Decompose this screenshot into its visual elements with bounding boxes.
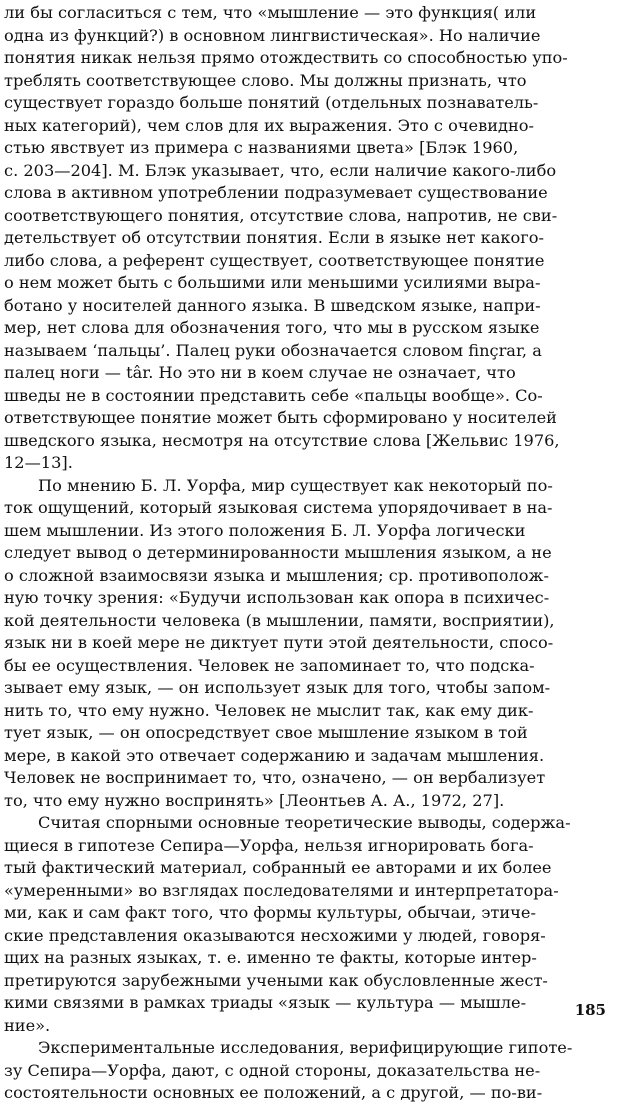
text-line: кими связями в рамках триады «язык — культура — мышле- (4, 993, 527, 1012)
paragraph-first-line: Экспериментальные исследования, верифицирующие гипоте- (38, 1038, 573, 1057)
text-line: «умеренными» во взглядах последователями и интерпретатора- (4, 880, 559, 900)
text-line: ли бы согласиться с тем, что «мышление — это функция( или (4, 3, 537, 22)
text-line: либо слова, а референт существует, соответствующее понятие (4, 250, 545, 270)
text-line: тует язык, — он опосредствует свое мышление языком в той (4, 723, 528, 742)
text-line: ми, как и сам факт того, что формы культуры, обычаи, этиче- (4, 903, 536, 922)
text-line: слова в активном употреблении подразумевает существование (4, 183, 548, 202)
text-line: существует гораздо больше понятий (отдельных познаватель- (4, 93, 539, 112)
text-line: ботано у носителей данного языка. В шведском языке, напри- (4, 295, 541, 315)
text-line: ную точку зрения: «Будучи использован как опора в психичес- (4, 588, 550, 607)
text-line: щих на разных языках, т. е. именно те факты, которые интер- (4, 948, 537, 967)
text-line: то, что ему нужно воспринять» [Леонтьев А. А., 1972, 27]. (4, 790, 505, 810)
text-line: о нем может быть с большими или меньшими усилиями выра- (4, 273, 541, 292)
text-line: Человек не воспринимает то, что, означено, — он вербализует (4, 768, 546, 787)
text-line: зу Сепира—Уорфа, дают, с одной стороны, доказательства не- (4, 1060, 541, 1080)
text-line: щиеся в гипотезе Сепира—Уорфа, нельзя игнорировать бога- (4, 835, 534, 855)
text-line: состоятельности основных ее положений, а с другой, — по-ви- (4, 1083, 543, 1102)
text-line: ние». (4, 1015, 51, 1035)
text-line: нить то, что ему нужно. Человек не мыслит так, как ему дик- (4, 700, 534, 720)
text-line: соответствующего понятия, отсутствие слова, напротив, не сви- (4, 205, 558, 225)
paragraph-first-line: Считая спорными основные теоретические выводы, содержа- (38, 813, 571, 832)
text-line: понятия никак нельзя прямо отождествить со способностью упо- (4, 48, 568, 67)
text-line: язык ни в коей мере не диктует пути этой деятельности, спосо- (4, 633, 554, 652)
text-line: детельствует об отсутствии понятия. Если в языке нет какого- (4, 228, 544, 247)
text-line: претируются зарубежными учеными как обусловленные жест- (4, 970, 548, 990)
text-line: с. 203—204]. М. Блэк указывает, что, если наличие какого-либо (4, 160, 557, 180)
text-line: шведского языка, несмотря на отсутствие слова [Жельвис 1976, (4, 430, 560, 450)
text-line: кой деятельности человека (в мышлении, памяти, восприятии), (4, 610, 555, 630)
text-line: о сложной взаимосвязи языка и мышления; ср. противополож- (4, 565, 549, 585)
body-text (4, 2, 612, 1105)
text-line: 12—13]. (4, 453, 73, 472)
text-line: шведы не в состоянии представить себе «пальцы вообще». Со- (4, 385, 543, 405)
paragraph-first-line: По мнению Б. Л. Уорфа, мир существует как некоторый по- (38, 475, 553, 495)
text-line: треблять соответствующее слово. Мы должны признать, что (4, 70, 527, 90)
text-line: одна из функций?) в основном лингвистическая». Но наличие (4, 25, 541, 45)
text-line: бы ее осуществления. Человек не запоминает то, что подска- (4, 655, 535, 675)
text-line: шем мышлении. Из этого положения Б. Л. Уорфа логически (4, 520, 526, 540)
text-line: ных категорий), чем слов для их выражения. Это с очевидно- (4, 115, 534, 135)
text-line: ток ощущений, который языковая система упорядочивает в на- (4, 498, 553, 517)
text-line: ские представления оказываются несхожими у людей, говоря- (4, 925, 546, 945)
text-line: мере, в какой это отвечает содержанию и задачам мышления. (4, 745, 545, 765)
text-line: ответствующее понятие может быть сформировано у носителей (4, 408, 557, 427)
text-line: палец ноги — târ. Но это ни в коем случае не означает, что (4, 363, 516, 382)
text-line: мер, нет слова для обозначения того, что мы в русском языке (4, 318, 540, 337)
text-line: следует вывод о детерминированности мышления языком, а не (4, 543, 552, 562)
text-line: стью явствует из примера с названиями цвета» [Блэк 1960, (4, 138, 519, 157)
text-line: тый фактический материал, собранный ее авторами и их более (4, 858, 552, 877)
text-line: зывает ему язык, — он использует язык для того, чтобы запом- (4, 678, 551, 697)
page-number: 185 (574, 1001, 606, 1019)
text-line: называем ‘пальцы’. Палец руки обозначается словом finçrar, а (4, 340, 542, 360)
